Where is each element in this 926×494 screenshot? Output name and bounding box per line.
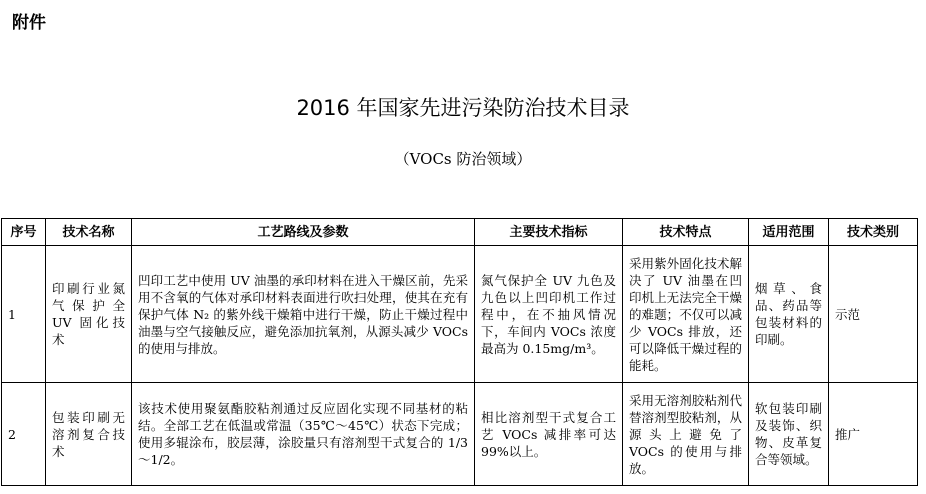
cell-category: 示范 [829,246,918,383]
cell-indicators: 氮气保护全 UV 九色及九色以上凹印机工作过程中，在不抽风情况下，车间内 VOCs 浓度最高为 0.15mg/m³。 [475,246,623,383]
header-category: 技术类别 [829,219,918,246]
header-scope: 适用范围 [749,219,829,246]
header-indicators: 主要技术指标 [475,219,623,246]
cell-no: 2 [2,383,46,486]
header-features: 技术特点 [623,219,749,246]
cell-process: 凹印工艺中使用 UV 油墨的承印材料在进入干燥区前，先采用不含氧的气体对承印材料表面进行吹扫处理，使其在充有保护气体 N₂ 的紫外线干燥箱中进行干燥，防止干燥过程中油墨与空气接触反应，避免添加抗氧剂，从源头减少 VOCs 的使用与排放。 [132,246,475,383]
cell-features: 采用无溶剂胶粘剂代替溶剂型胶粘剂，从源头上避免了 VOCs 的使用与排放。 [623,383,749,486]
table-row [2,246,918,383]
table-row [2,383,918,486]
header-name: 技术名称 [46,219,132,246]
attachment-label: 附件 [12,13,46,33]
document-subtitle: （VOCs 防治领域） [394,150,532,168]
cell-name: 印刷行业氮气保护全 UV 固化技术 [46,246,132,383]
header-process: 工艺路线及参数 [132,219,475,246]
table-header-row [2,219,918,246]
cell-scope: 软包装印刷及装饰、织物、皮革复合等领域。 [749,383,829,486]
cell-process: 该技术使用聚氨酯胶粘剂通过反应固化实现不同基材的粘结。全部工艺在低温或常温（35℃～45℃）状态下完成；使用多辊涂布，胶层薄，涂胶量只有溶剂型干式复合的 1/3～1/2。 [132,383,475,486]
cell-name: 包装印刷无溶剂复合技术 [46,383,132,486]
cell-scope: 烟草、食品、药品等包装材料的印刷。 [749,246,829,383]
header-no: 序号 [2,219,46,246]
document-title: 2016 年国家先进污染防治技术目录 [296,96,630,120]
cell-category: 推广 [829,383,918,486]
cell-no: 1 [2,246,46,383]
cell-features: 采用紫外固化技术解决了 UV 油墨在凹印机上无法完全干燥的难题；不仅可以减少 VOCs 排放，还可以降低干燥过程的能耗。 [623,246,749,383]
technology-catalog-table [1,218,918,486]
cell-indicators: 相比溶剂型干式复合工艺 VOCs 减排率可达 99%以上。 [475,383,623,486]
